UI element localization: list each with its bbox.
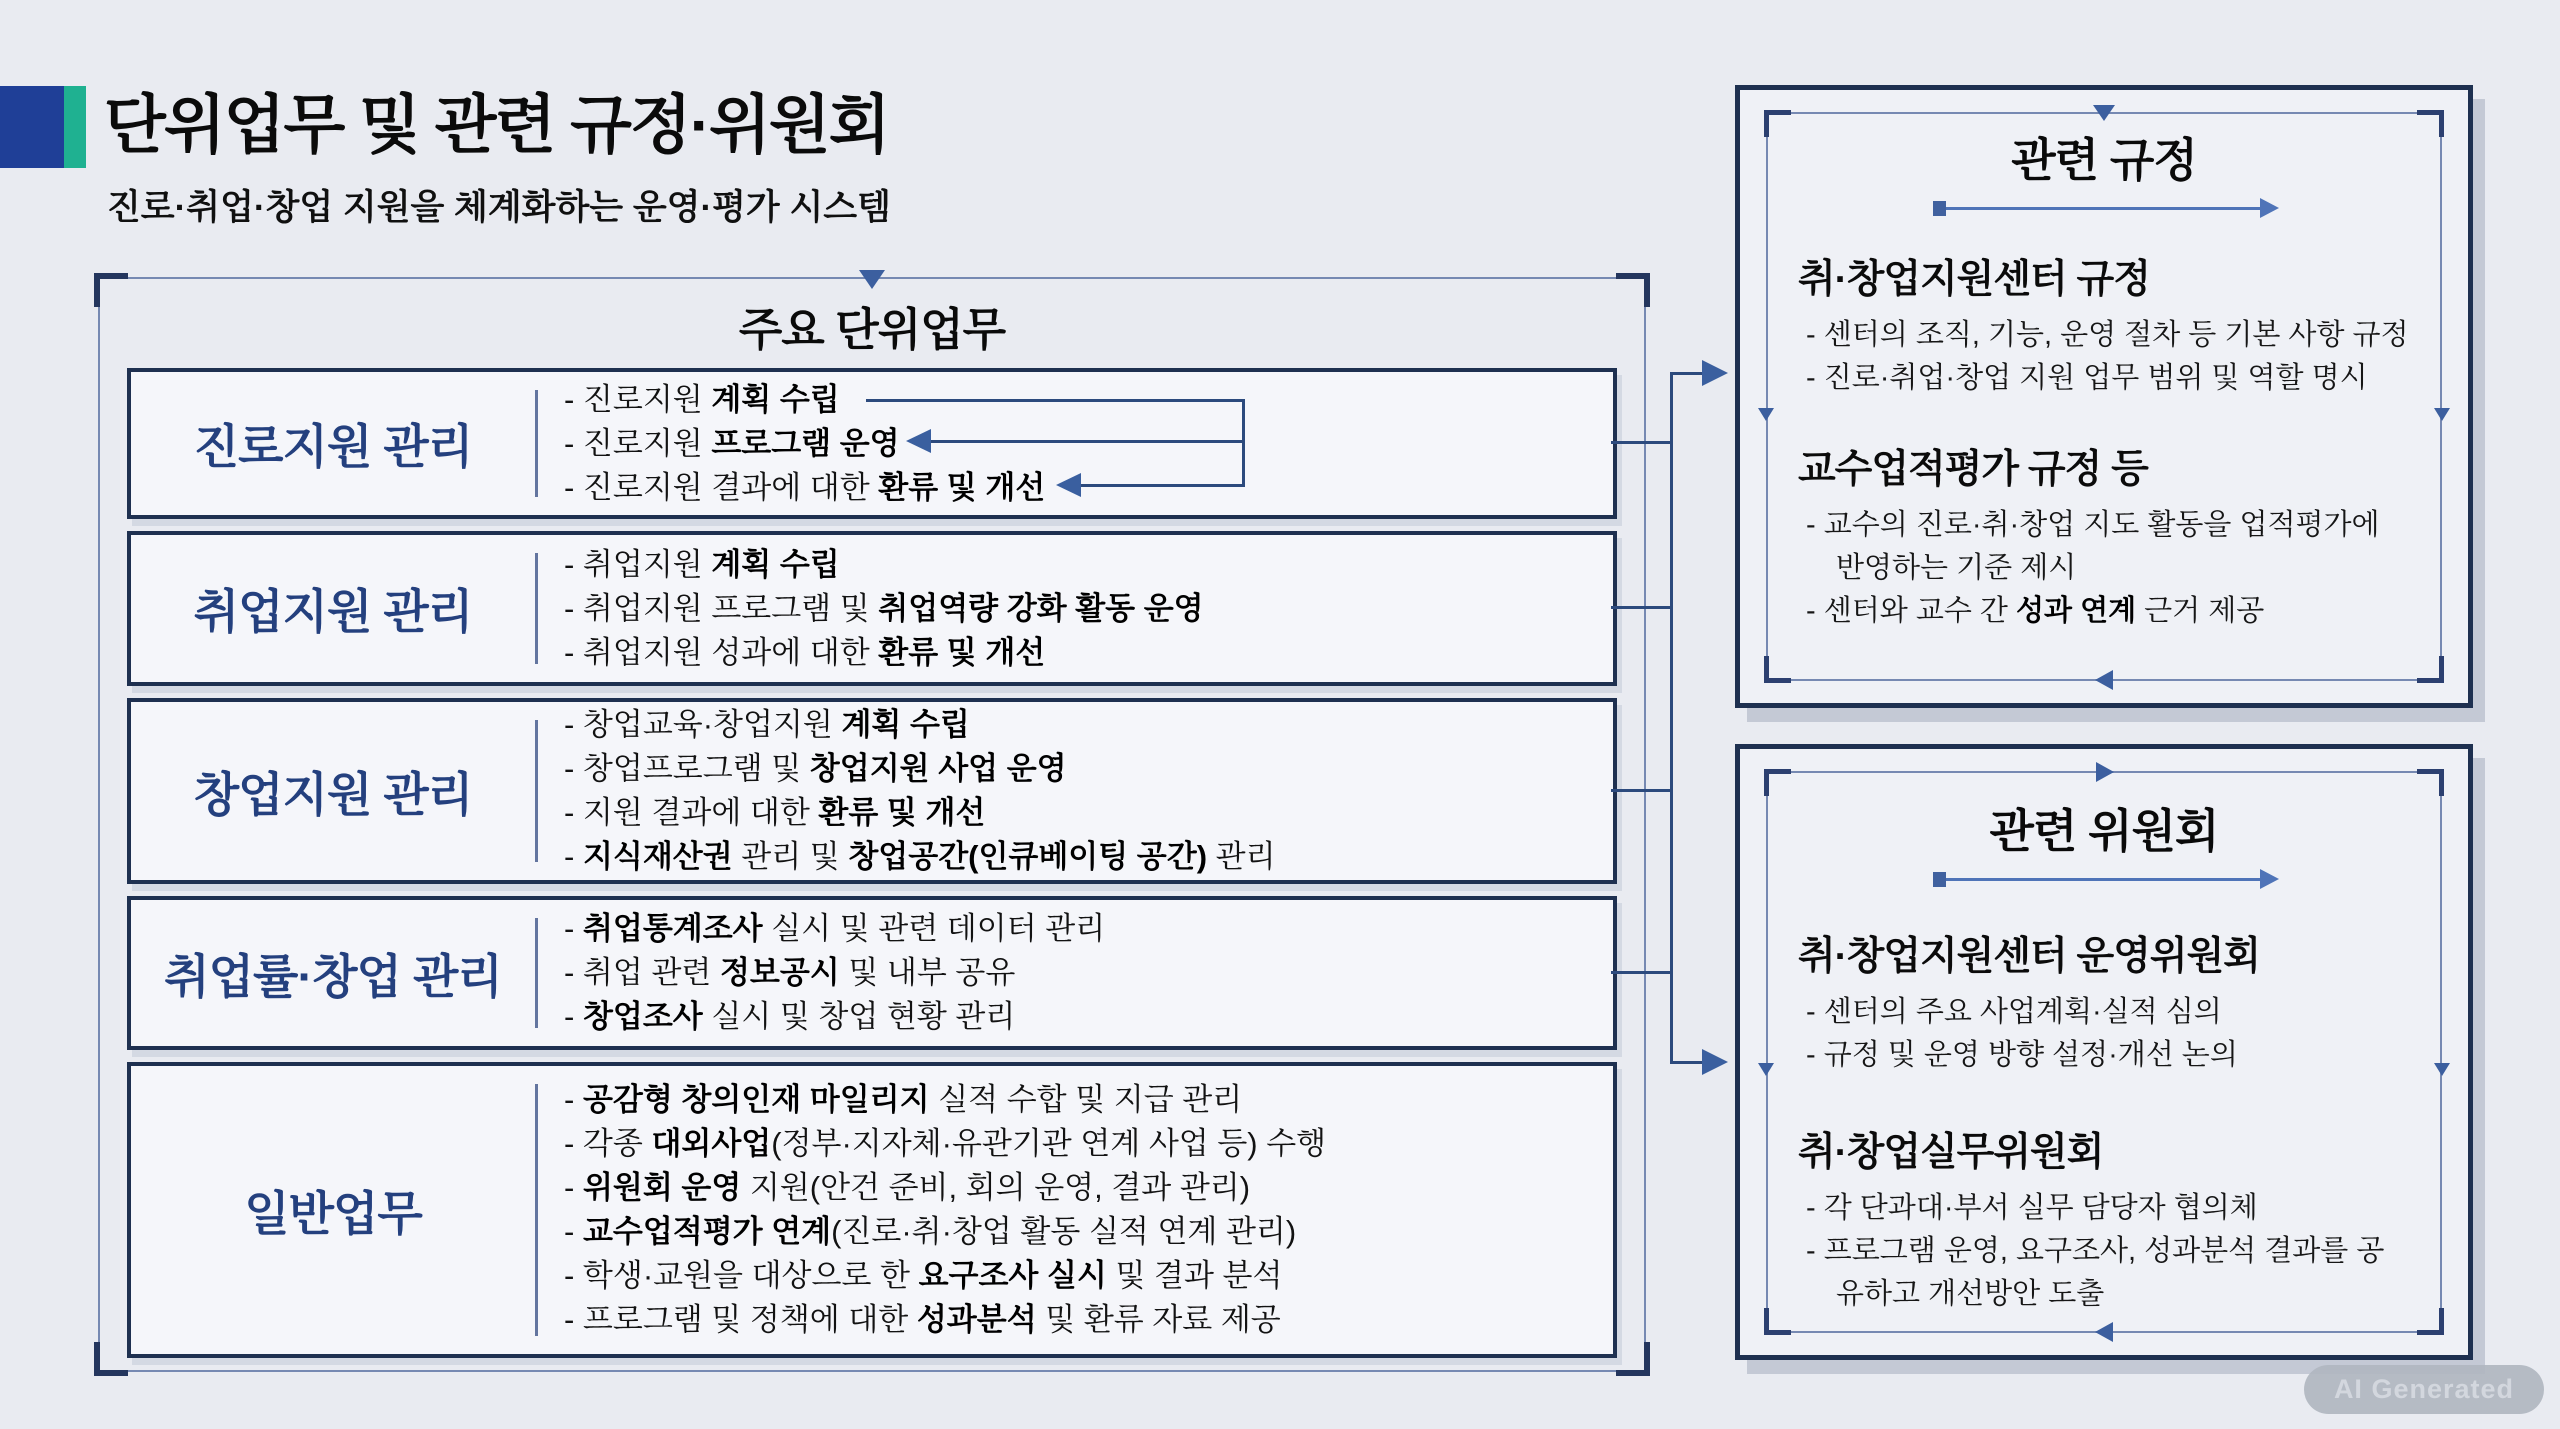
task-row [127,368,1617,519]
loop-line-bottom [1080,484,1245,487]
section-heading: 교수업적평가 규정 등 [1798,448,2148,491]
panel-title: 관련 위원회 [1989,805,2219,857]
task-item: - 지원 결과에 대한 환류 및 개선 [564,795,986,830]
task-item: - 지식재산권 관리 및 창업공간(인큐베이팅 공간) 관리 [564,839,1276,874]
title-underline-arrow-icon [1933,878,2276,881]
task-item: - 교수업적평가 연계(진로·취·창업 활동 실적 연계 관리) [564,1214,1297,1249]
panel-regulations [1735,85,2473,708]
frame-corner-bracket [94,1342,128,1376]
task-items [538,900,1613,1046]
panel-section [1798,248,2410,400]
section-items [1798,314,2410,400]
panel-committees [1735,744,2473,1360]
task-item: - 창업조사 실시 및 창업 현황 관리 [564,999,1016,1034]
task-item: - 위원회 운영 지원(안건 준비, 회의 운영, 결과 관리) [564,1170,1251,1205]
task-item: - 공감형 창의인재 마일리지 실적 수합 및 지급 관리 [564,1082,1243,1117]
loop-arrowhead-left-icon [1056,473,1081,497]
task-item: - 진로지원 결과에 대한 환류 및 개선 [564,469,1046,505]
section-items [1798,1187,2410,1316]
frame-corner-bracket [2417,656,2444,683]
section-item: - 프로그램 운영, 요구조사, 성과분석 결과를 공유하고 개선방안 도출 [1806,1235,2385,1310]
section-heading: 취·창업실무위원회 [1798,1131,2104,1174]
section-item: - 교수의 진로·취·창업 지도 활동을 업적평가에 반영하는 기준 제시 [1806,509,2380,584]
section-items [1798,504,2410,633]
panel-sections [1798,248,2410,633]
task-item: - 창업프로그램 및 창업지원 사업 운영 [564,751,1067,786]
task-item: - 학생·교원을 대상으로 한 요구조사 실시 및 결과 분석 [564,1258,1283,1293]
task-row [127,1062,1617,1358]
task-item: - 프로그램 및 정책에 대한 성과분석 및 환류 자료 제공 [564,1302,1281,1337]
task-items [538,702,1613,880]
panel-section [1798,438,2410,633]
stub-startup-box [1611,789,1672,792]
task-row [127,698,1617,884]
bus-vertical-line [1670,372,1673,1064]
loop-line-middle [930,440,1245,443]
arrowhead-right-to-regulations-icon [1702,360,1728,386]
section-item: - 규정 및 운영 방향 설정·개선 논의 [1806,1039,2238,1071]
section-item: - 센터의 조직, 기능, 운영 절차 등 기본 사항 규정 [1806,319,2409,351]
task-item: - 진로지원 계획 수립 [564,381,840,417]
panel-section [1798,1121,2410,1316]
task-row [127,531,1617,686]
panel-sections [1798,925,2410,1316]
task-item: - 취업 관련 정보공시 및 내부 공유 [564,955,1016,990]
section-heading: 취·창업지원센터 규정 [1798,258,2150,301]
section-item: - 센터의 주요 사업계획·실적 심의 [1806,996,2222,1028]
task-row [127,896,1617,1050]
task-item: - 창업교육·창업지원 계획 수립 [564,707,970,742]
page-title: 단위업무 및 관련 규정·위원회 [104,89,889,161]
task-item: - 취업지원 계획 수립 [564,546,840,582]
frame-corner-bracket [1764,656,1791,683]
stub-employment-box [1611,606,1672,609]
section-item: - 센터와 교수 간 성과 연계 근거 제공 [1806,595,2265,627]
frame-corner-bracket [1616,1342,1650,1376]
task-item: - 취업통계조사 실시 및 관련 데이터 관리 [564,911,1106,946]
loop-line-vertical [1242,399,1245,487]
bus-bottom-branch [1670,1061,1706,1064]
main-tasks-frame [98,277,1646,1372]
arrowhead-right-to-committees-icon [1702,1049,1728,1075]
task-item: - 취업지원 성과에 대한 환류 및 개선 [564,634,1046,670]
task-label: 진로지원 관리 [193,420,473,473]
task-items [538,535,1613,682]
task-label: 취업률·창업 관리 [164,949,502,1003]
panel-section [1798,925,2410,1077]
stub-rate-box [1611,971,1672,974]
task-rows [127,368,1617,1359]
task-items [538,1066,1613,1354]
section-items [1798,991,2410,1077]
loop-arrowhead-left-icon [906,429,931,453]
triangle-left-icon [2095,1322,2113,1342]
triangle-left-icon [2095,670,2113,690]
bus-top-branch [1670,372,1706,375]
page-subtitle: 진로·취업·창업 지원을 체계화하는 운영·평가 시스템 [107,188,891,227]
section-item: - 각 단과대·부서 실무 담당자 협의체 [1806,1192,2258,1224]
triangle-down-icon [859,270,885,289]
task-label: 일반업무 [244,1186,422,1240]
section-item: - 진로·취업·창업 지원 업무 범위 및 역할 명시 [1806,362,2368,394]
ai-generated-badge: AI Generated [2304,1365,2544,1414]
panel-title: 관련 규정 [2011,134,2197,186]
title-accent-teal-strip [64,86,86,168]
stub-career-box [1611,441,1672,444]
title-accent-square [0,86,64,168]
section-heading: 취·창업지원센터 운영위원회 [1798,935,2260,978]
task-item: - 진로지원 프로그램 운영 [564,425,900,461]
title-underline-arrow-icon [1933,207,2276,210]
task-label: 창업지원 관리 [193,767,473,821]
loop-line-top [866,399,1245,402]
task-item: - 각종 대외사업(정부·지자체·유관기관 연계 사업 등) 수행 [564,1126,1327,1161]
task-label: 취업지원 관리 [193,585,473,638]
main-tasks-header: 주요 단위업무 [738,304,1006,355]
task-item: - 취업지원 프로그램 및 취업역량 강화 활동 운영 [564,590,1204,626]
